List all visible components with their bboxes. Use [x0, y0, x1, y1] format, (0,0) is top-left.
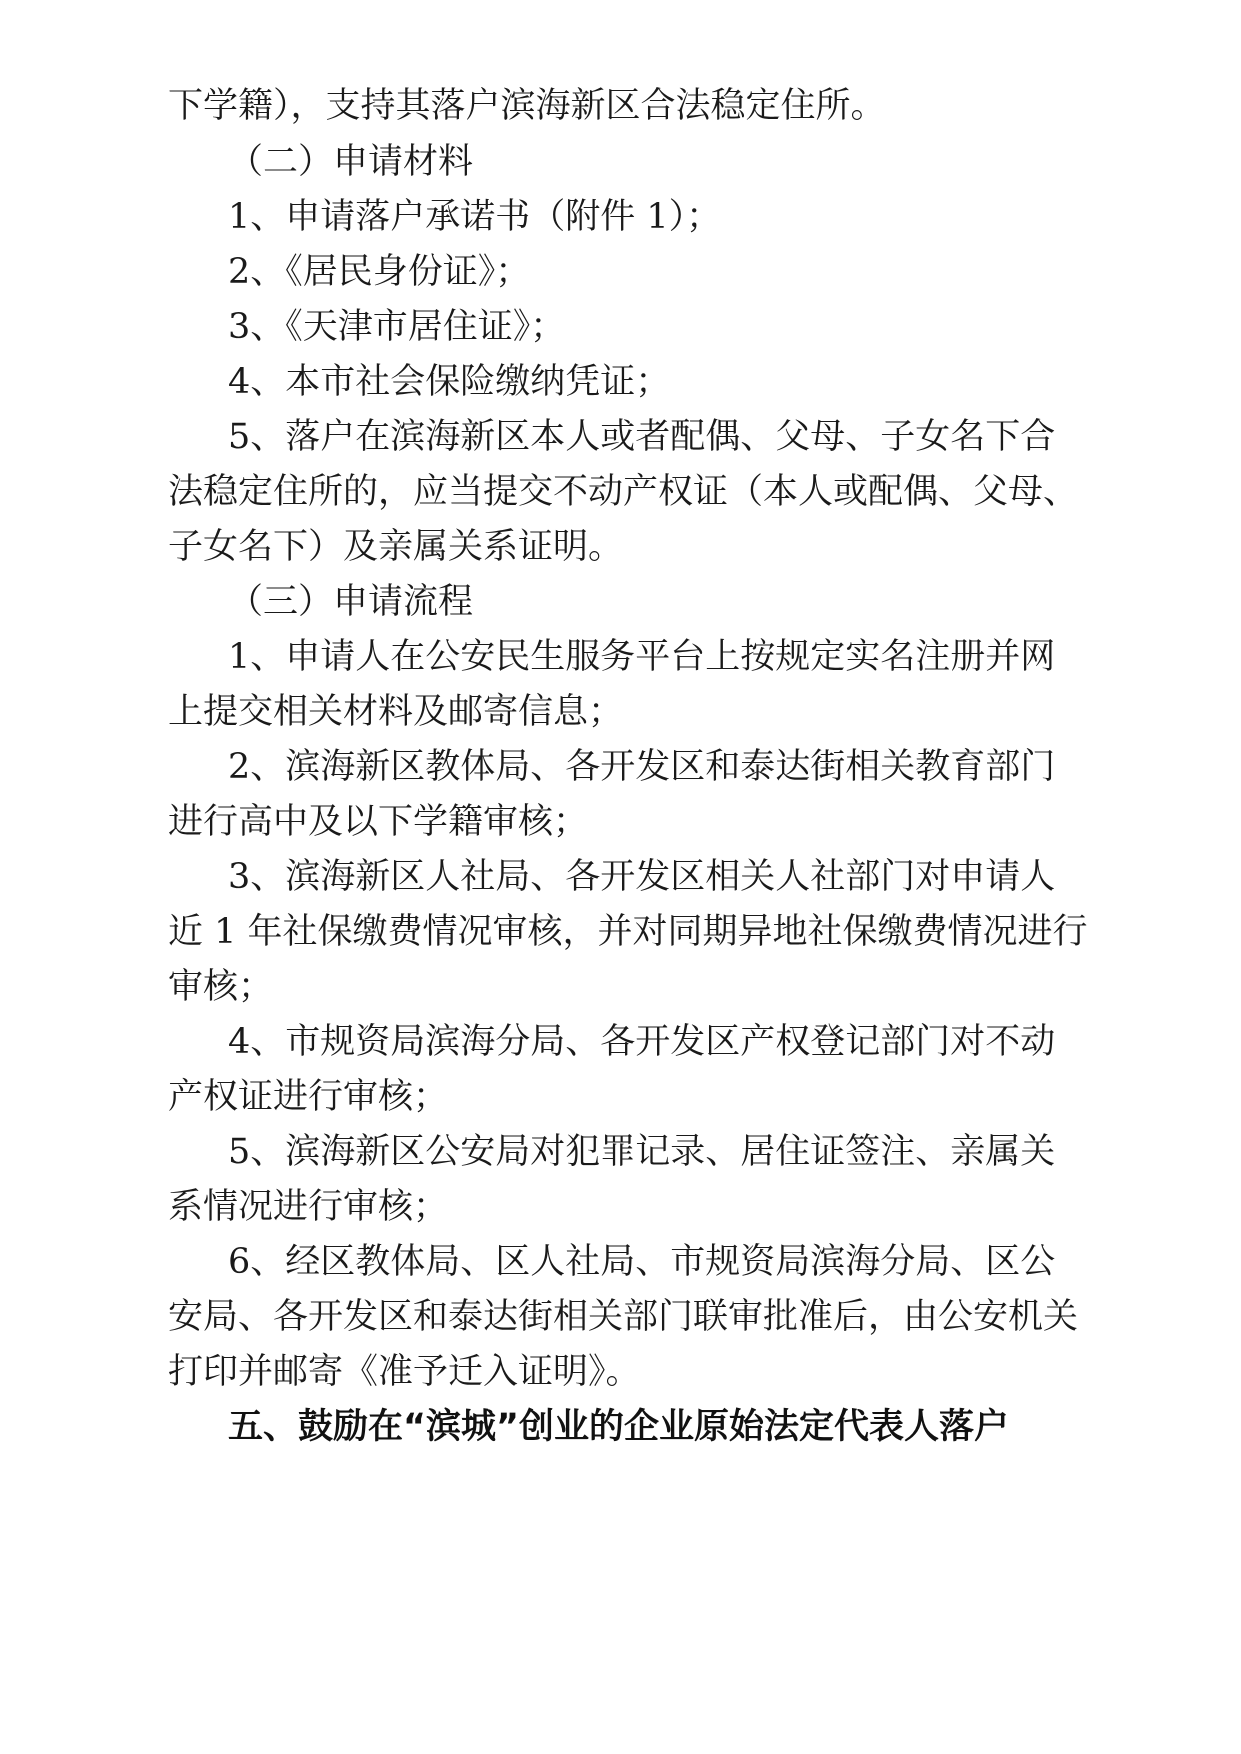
subsection-title: （二）申请材料: [228, 142, 474, 182]
list-item: 3、滨海新区人社局、各开发区相关人社部门对申请人: [228, 857, 1056, 897]
paragraph-line: 审核；: [168, 967, 274, 1007]
list-item: 5、落户在滨海新区本人或者配偶、父母、子女名下合: [228, 417, 1056, 457]
list-item: 3、《天津市居住证》；: [228, 307, 566, 347]
list-item: 2、滨海新区教体局、各开发区和泰达街相关教育部门: [228, 747, 1056, 787]
paragraph-line: 产权证进行审核；: [168, 1077, 449, 1117]
list-item: 4、市规资局滨海分局、各开发区产权登记部门对不动: [228, 1022, 1056, 1062]
paragraph-line: 安局、各开发区和泰达街相关部门联审批准后，由公安机关: [168, 1297, 1079, 1337]
subsection-title: （三）申请流程: [228, 582, 474, 622]
list-item: 1、申请人在公安民生服务平台上按规定实名注册并网: [228, 637, 1056, 677]
list-item: 2、《居民身份证》；: [228, 252, 531, 292]
list-item: 6、经区教体局、区人社局、市规资局滨海分局、区公: [228, 1242, 1056, 1282]
section-heading: 五、鼓励在“滨城”创业的企业原始法定代表人落户: [228, 1407, 1010, 1447]
paragraph-line: 法稳定住所的，应当提交不动产权证（本人或配偶、父母、: [168, 472, 1079, 512]
list-item: 5、滨海新区公安局对犯罪记录、居住证签注、亲属关: [228, 1132, 1056, 1172]
paragraph-line: 近 1 年社保缴费情况审核，并对同期异地社保缴费情况进行: [168, 912, 1088, 952]
paragraph-line: 系情况进行审核；: [168, 1187, 449, 1227]
list-item: 1、申请落户承诺书（附件 1）；: [228, 197, 722, 237]
paragraph-line: 子女名下）及亲属关系证明。: [168, 527, 624, 567]
paragraph-line: 打印并邮寄《准予迁入证明》。: [168, 1352, 641, 1392]
paragraph-line: 上提交相关材料及邮寄信息；: [168, 692, 624, 732]
paragraph-line: 进行高中及以下学籍审核；: [168, 802, 589, 842]
list-item: 4、本市社会保险缴纳凭证；: [228, 362, 671, 402]
paragraph-line: 下学籍），支持其落户滨海新区合法稳定住所。: [168, 86, 886, 126]
